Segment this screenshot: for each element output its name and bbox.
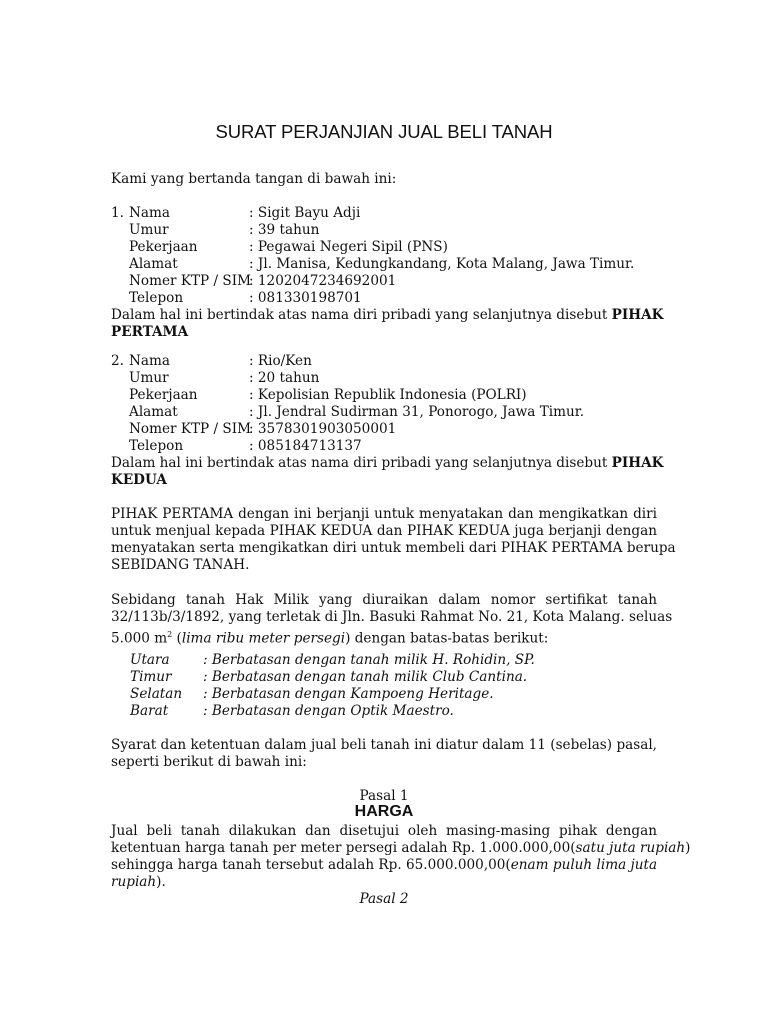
- party-1-label-name: Nama: [129, 205, 170, 221]
- party-2-number: 2.: [111, 353, 124, 369]
- party-1-designation-b: PERTAMA: [111, 324, 189, 340]
- pasal-2-label: Pasal 2: [359, 891, 409, 907]
- agreement-line: PIHAK PERTAMA dengan ini berjanji untuk menyatakan dan mengikatkan diri: [111, 506, 657, 522]
- document-title: SURAT PERJANJIAN JUAL BELI TANAH: [215, 121, 553, 142]
- pasal-1-line: Jual beli tanah dilakukan dan disetujui oleh masing-masing pihak dengan: [111, 823, 657, 839]
- pasal-1-label: Pasal 1: [359, 788, 409, 804]
- party-2-label-job: Pekerjaan: [129, 387, 198, 403]
- party-2-label-address: Alamat: [129, 404, 178, 420]
- boundary-value: : Berbatasan dengan Optik Maestro.: [203, 703, 454, 719]
- agreement-line: menyatakan serta mengikatkan diri untuk membeli dari PIHAK PERTAMA berupa: [111, 540, 676, 556]
- party-2-designation-b: KEDUA: [111, 472, 167, 488]
- party-1-number: 1.: [111, 205, 124, 221]
- party-1-label-address: Alamat: [129, 256, 178, 272]
- party-1-value-address: : Jl. Manisa, Kedungkandang, Kota Malang, Jawa Timur.: [249, 256, 635, 272]
- party-2-statement-text: Dalam hal ini bertindak atas nama diri pribadi yang selanjutnya disebut: [111, 455, 608, 471]
- party-1-label-age: Umur: [129, 222, 169, 238]
- boundary-label: Barat: [130, 703, 169, 719]
- party-2-label-name: Nama: [129, 353, 170, 369]
- boundary-value: : Berbatasan dengan tanah milik Club Cantina.: [203, 669, 528, 685]
- party-1-value-age: : 39 tahun: [249, 222, 320, 238]
- party-2-value-age: : 20 tahun: [249, 370, 320, 386]
- pasal-1-line: ketentuan harga tanah per meter persegi adalah Rp. 1.000.000,00(satu juta rupiah): [111, 840, 691, 856]
- agreement-line: SEBIDANG TANAH.: [111, 557, 250, 573]
- party-1-value-job: : Pegawai Negeri Sipil (PNS): [249, 239, 448, 255]
- land-line: Sebidang tanah Hak Milik yang diuraikan dalam nomor sertifikat tanah: [111, 592, 657, 608]
- party-1-value-phone: : 081330198701: [249, 290, 362, 306]
- party-2-value-job: : Kepolisian Republik Indonesia (POLRI): [249, 387, 527, 403]
- party-1-label-phone: Telepon: [129, 290, 184, 306]
- land-line: 32/113b/3/1892, yang terletak di Jln. Basuki Rahmat No. 21, Kota Malang. seluas: [111, 609, 673, 625]
- party-2-label-phone: Telepon: [129, 438, 184, 454]
- party-2-designation-a: PIHAK: [611, 455, 664, 471]
- land-area-line: 5.000 $m^2$ (lima ribu meter persegi) dengan batas-batas berikut:: [111, 630, 549, 647]
- terms-line: seperti berikut di bawah ini:: [111, 754, 307, 770]
- party-2-value-address: : Jl. Jendral Sudirman 31, Ponorogo, Jawa Timur.: [249, 404, 585, 420]
- pasal-1-heading: HARGA: [354, 803, 414, 820]
- party-2-statement: [111, 455, 664, 472]
- party-1-statement: [111, 307, 664, 324]
- boundary-label: Timur: [130, 669, 172, 685]
- boundary-label: Utara: [130, 652, 170, 668]
- boundary-value: : Berbatasan dengan Kampoeng Heritage.: [203, 686, 494, 702]
- party-2-value-phone: : 085184713137: [249, 438, 362, 454]
- party-1-label-job: Pekerjaan: [129, 239, 198, 255]
- pasal-1-line: rupiah).: [111, 874, 166, 890]
- boundary-label: Selatan: [130, 686, 183, 702]
- terms-line: Syarat dan ketentuan dalam jual beli tanah ini diatur dalam 11 (sebelas) pasal,: [111, 737, 657, 753]
- party-1-label-id: Nomer KTP / SIM: [129, 273, 252, 289]
- pasal-1-line: sehingga harga tanah tersebut adalah Rp. 65.000.000,00(enam puluh lima juta: [111, 857, 658, 873]
- party-2-label-age: Umur: [129, 370, 169, 386]
- party-1-value-name: : Sigit Bayu Adji: [249, 205, 361, 221]
- party-2-value-name: : Rio/Ken: [249, 353, 312, 369]
- intro-text: Kami yang bertanda tangan di bawah ini:: [111, 171, 397, 187]
- boundary-value: : Berbatasan dengan tanah milik H. Rohidin, SP.: [203, 652, 535, 668]
- party-2-value-id: : 3578301903050001: [249, 421, 397, 437]
- party-1-statement-text: Dalam hal ini bertindak atas nama diri pribadi yang selanjutnya disebut: [111, 307, 608, 323]
- party-1-value-id: : 1202047234692001: [249, 273, 397, 289]
- agreement-line: untuk menjual kepada PIHAK KEDUA dan PIHAK KEDUA juga berjanji dengan: [111, 523, 657, 539]
- party-2-label-id: Nomer KTP / SIM: [129, 421, 252, 437]
- party-1-designation-a: PIHAK: [611, 307, 664, 323]
